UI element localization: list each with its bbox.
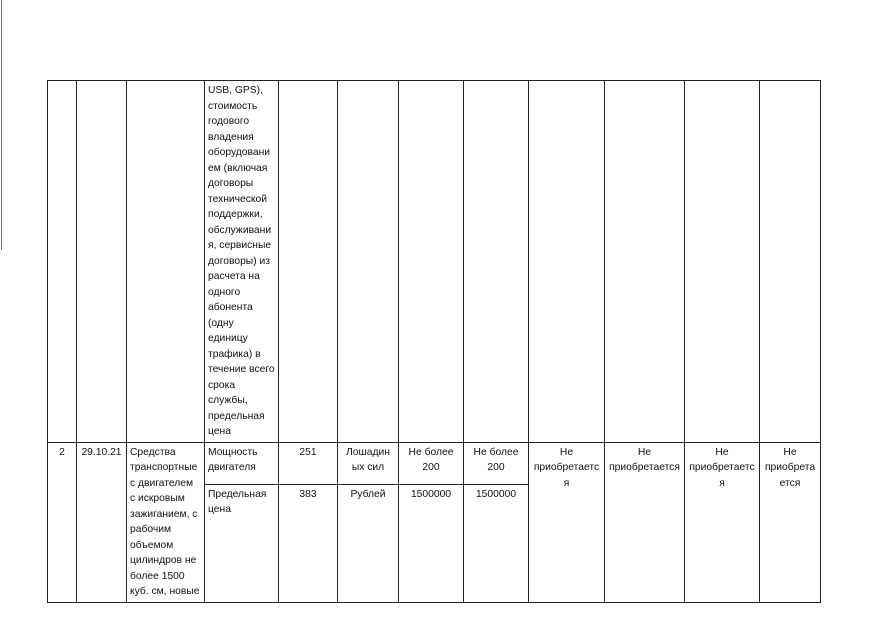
not-acquired-3: Не приобретаетс я [689, 446, 755, 489]
characteristic-continued-text: USB, GPS), стоимость годового владения оборудовани ем (включая договоры технической поддержки, обслуживани я, сервисные договоры) из расчета на одного абонента (одну единицу трафика) в течение всего срока службы, предельная цена [208, 85, 275, 437]
cell-value2-power [464, 442, 529, 484]
cell-not-acquired-4 [760, 442, 821, 602]
cell-extra3-empty [685, 81, 760, 443]
value2-power: Не более 200 [473, 446, 519, 473]
page-edge-line [1, 0, 2, 250]
specification-table [47, 80, 821, 603]
unit-price: Рублей [350, 488, 386, 500]
cell-okei-price [279, 484, 338, 602]
okei-code-price: 383 [299, 488, 317, 500]
not-acquired-2: Не приобретается [609, 446, 680, 473]
item-code: 29.10.21 [81, 446, 122, 458]
cell-characteristic-continued [205, 81, 279, 443]
characteristic-price: Предельная цена [208, 488, 267, 516]
value1-power: Не более 200 [408, 446, 454, 473]
cell-name-empty [127, 81, 205, 443]
cell-unit-empty [338, 81, 399, 443]
cell-unit-price [338, 484, 399, 602]
cell-characteristic-power [205, 442, 279, 484]
cell-extra2-empty [605, 81, 685, 443]
cell-okei-power [279, 442, 338, 484]
item-name: Средства транспортные с двигателем с искровым зажиганием, с рабочим объемом цилиндров не более 1500 куб. см, новые [130, 446, 200, 597]
table-row-continued [48, 81, 821, 443]
not-acquired-4: Не приобрета ется [764, 446, 816, 489]
cell-not-acquired-1 [529, 442, 605, 602]
cell-value2-empty [464, 81, 529, 443]
cell-characteristic-price [205, 484, 279, 602]
cell-code-empty [77, 81, 127, 443]
cell-number-empty [48, 81, 77, 443]
cell-unit-power [338, 442, 399, 484]
value1-price: 1500000 [410, 488, 452, 500]
cell-item-name [127, 442, 205, 602]
cell-value1-power [399, 442, 464, 484]
cell-not-acquired-3 [685, 442, 760, 602]
value2-price: 1500000 [475, 488, 517, 500]
item-number: 2 [59, 446, 65, 458]
not-acquired-1: Не приобретаетс я [533, 446, 600, 489]
cell-extra4-empty [760, 81, 821, 443]
characteristic-power: Мощность двигателя [208, 446, 258, 473]
cell-item-code [77, 442, 127, 602]
okei-code-power: 251 [299, 446, 317, 458]
cell-item-number [48, 442, 77, 602]
cell-not-acquired-2 [605, 442, 685, 602]
unit-power: Лошадин ых сил [346, 446, 390, 473]
cell-extra1-empty [529, 81, 605, 443]
cell-okei-empty [279, 81, 338, 443]
table-row-item-2 [48, 442, 821, 484]
cell-value1-price [399, 484, 464, 602]
cell-value1-empty [399, 81, 464, 443]
cell-value2-price [464, 484, 529, 602]
